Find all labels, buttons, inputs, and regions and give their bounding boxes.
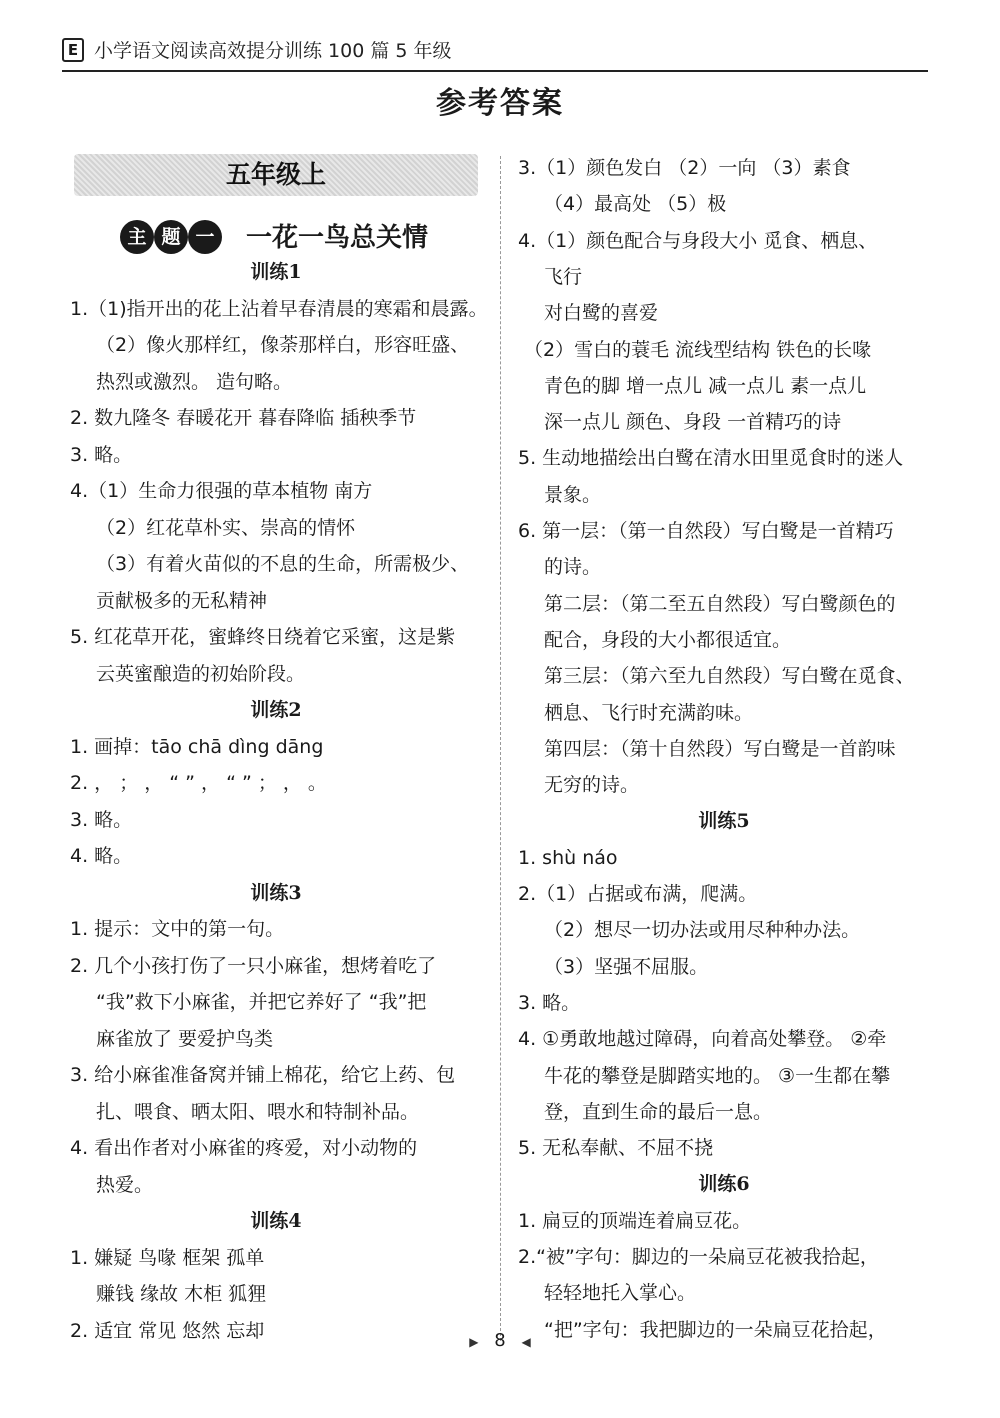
triangle-left-icon: ◀	[521, 1335, 531, 1349]
answer-line: 4. 看出作者对小麻雀的疼爱，对小动物的	[70, 1137, 418, 1159]
answer-line: 轻轻地托入掌心。	[544, 1282, 697, 1305]
answer-line: 栖息、飞行时充满韵味。	[544, 701, 754, 724]
exercise-heading: 训练1	[250, 261, 302, 283]
answer-line: 1. 画掉：tāo chā dìng dāng	[70, 735, 324, 758]
answer-line: 3.（1）颜色发白 （2）一向 （3）素食	[518, 157, 851, 179]
answer-line: （2）红花草朴实、崇高的情怀	[96, 516, 356, 539]
answer-line: 配合，身段的大小都很适宜。	[544, 628, 792, 651]
answer-line: （3）有着火苗似的不息的生命，所需极少、	[96, 553, 470, 575]
answer-line: 青色的脚 增一点儿 减一点儿 素一点儿	[544, 374, 867, 397]
answer-line: 扎、喂食、晒太阳、喂水和特制补品。	[96, 1100, 420, 1123]
answer-line: 1.（1)指开出的花上沾着早春清晨的寒霜和晨露。	[70, 297, 488, 320]
answer-line: 2.（1）占据或布满，爬满。	[518, 883, 758, 905]
answer-line: 深一点儿 颜色、身段 一首精巧的诗	[544, 411, 842, 434]
answer-line: 对白鹭的喜爱	[544, 302, 659, 325]
answer-line: 4.（1）颜色配合与身段大小 觅食、栖息、	[518, 229, 878, 252]
answer-line: 1. 提示：文中的第一句。	[70, 918, 285, 940]
answer-line: 热烈或激烈。 造句略。	[96, 370, 293, 393]
exercise-heading: 训练4	[250, 1210, 302, 1232]
answer-line: 2. ， ； ， “ ” ， “ ” ； ， 。	[70, 772, 327, 794]
answer-line: 牛花的攀登是脚踏实地的。 ③一生都在攀	[544, 1064, 891, 1087]
exercise-heading: 训练6	[698, 1173, 750, 1196]
answer-line: 的诗。	[544, 556, 602, 579]
answer-line: 3. 略。	[70, 443, 133, 466]
theme-badge-char: 一	[188, 220, 222, 254]
theme-title: 一花一鸟总关情	[246, 223, 429, 253]
answer-line: 2. 几个小孩打伤了一只小麻雀，想烤着吃了	[70, 954, 437, 977]
answer-line: 2.“被”字句：脚边的一朵扁豆花被我拾起，	[518, 1246, 879, 1268]
answer-line: 2. 适宜 常见 悠然 忘却	[70, 1319, 265, 1342]
answer-line: 6. 第一层：（第一自然段）写白鹭是一首精巧	[518, 520, 894, 542]
answer-line: “我”救下小麻雀，并把它养好了 “我”把	[96, 991, 427, 1013]
answer-line: （2）雪白的蓑毛 流线型结构 铁色的长喙	[524, 338, 872, 361]
answer-line: 3. 给小麻雀准备窝并铺上棉花，给它上药、包	[70, 1064, 456, 1086]
theme-badge-char: 题	[154, 220, 188, 254]
answer-line: 1. 扁豆的顶端连着扁豆花。	[518, 1209, 752, 1232]
answer-line: 飞行	[544, 265, 583, 288]
book-title: 小学语文阅读高效提分训练 100 篇 5 年级	[94, 40, 452, 62]
answer-line: 2. 数九隆冬 春暖花开 暮春降临 插秧季节	[70, 407, 417, 429]
answer-line: 云英蜜酿造的初始阶段。	[96, 662, 306, 685]
answer-line: 第三层：（第六至九自然段）写白鹭在觅食、	[544, 665, 915, 688]
answer-line: 贡献极多的无私精神	[96, 589, 268, 612]
answer-line: 热爱。	[96, 1173, 154, 1196]
theme-badge-char: 主	[120, 220, 154, 254]
answer-line: 1. shù náo	[518, 846, 618, 869]
answer-line: 5. 红花草开花，蜜蜂终日绕着它采蜜，这是紫	[70, 626, 456, 648]
answer-line: （4）最高处 （5）极	[544, 193, 727, 216]
answer-line: （3）坚强不屈服。	[544, 955, 709, 978]
page-title: 参考答案	[436, 86, 564, 121]
page-number-value: 8	[494, 1330, 506, 1351]
answer-line: 5. 生动地描绘出白鹭在清水田里觅食时的迷人	[518, 447, 904, 470]
answer-line: 麻雀放了 要爱护鸟类	[96, 1027, 274, 1050]
answer-line: 登，直到生命的最后一息。	[544, 1100, 773, 1123]
page-header	[62, 34, 928, 72]
answer-line: 5. 无私奉献、不屈不挠	[518, 1137, 714, 1160]
answer-line: 景象。	[544, 483, 602, 506]
answer-line: 第四层：（第十自然段）写白鹭是一首韵味	[544, 737, 896, 760]
grade-banner: 五年级上	[74, 154, 478, 196]
exercise-heading: 训练3	[250, 881, 302, 904]
answer-line: 3. 略。	[70, 808, 133, 831]
answer-line: 3. 略。	[518, 991, 581, 1014]
exercise-heading: 训练2	[250, 699, 302, 721]
triangle-right-icon: ▶	[469, 1335, 479, 1349]
answer-line: 4. 略。	[70, 845, 133, 867]
column-divider	[500, 156, 501, 1341]
series-logo-icon: E	[62, 38, 84, 62]
answer-line: 4. ①勇敢地越过障碍，向着高处攀登。 ②牵	[518, 1028, 887, 1051]
answer-line: （2）想尽一切办法或用尽种种办法。	[544, 919, 861, 942]
answer-line: 1. 嫌疑 鸟喙 框架 孤单	[70, 1246, 265, 1269]
answer-line: 赚钱 缘故 木柜 狐狸	[96, 1283, 267, 1305]
page-number	[0, 1328, 1000, 1355]
answer-line: “把”字句：我把脚边的一朵扁豆花拾起，	[544, 1318, 887, 1341]
answer-line: 无穷的诗。	[544, 774, 640, 797]
answer-line: （2）像火那样红，像荼那样白，形容旺盛、	[96, 334, 470, 356]
exercise-heading: 训练5	[698, 810, 750, 833]
answer-line: 4.（1）生命力很强的草本植物 南方	[70, 480, 373, 502]
answer-line: 第二层：（第二至五自然段）写白鹭颜色的	[544, 592, 896, 615]
